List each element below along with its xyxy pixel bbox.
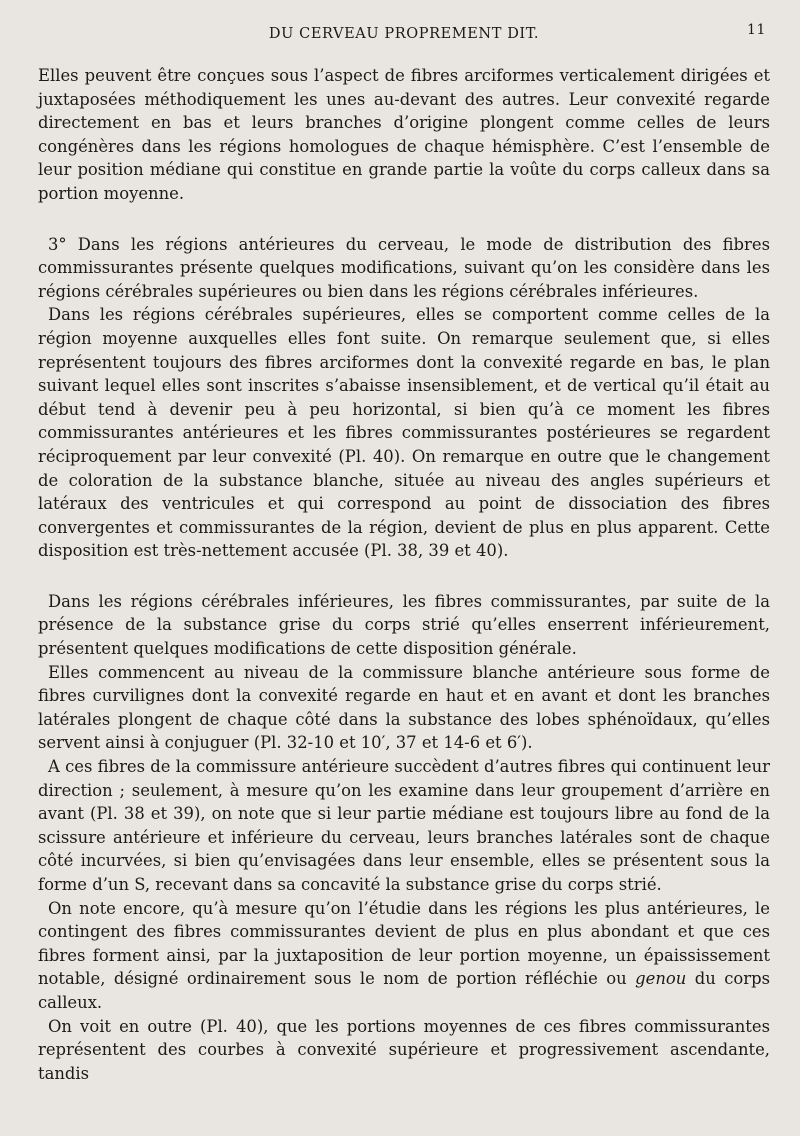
running-title: DU CERVEAU PROPREMENT DIT.: [268, 26, 540, 42]
paragraph-1: Elles peuvent être conçues sous l’aspect de fibres arciformes verticalement dirigées et juxtaposées méthodiquement les unes au-devant des autres. Leur convexité regarde directement en bas et leurs branches d’origine plongent comme celles de leurs congénères dans les régions homologues de chaque hémisphère. C’est l’ensemble de leur position médiane qui constitue en grande partie la voûte du corps calleux dans sa portion moyenne.: [38, 66, 770, 203]
paragraph-3: Dans les régions cérébrales supérieures, elles se comportent comme celles de la région moyenne auxquelles elles font suite. On remarque seulement que, si elles représentent toujours des fibres arciformes dont la convexité regarde en bas, le plan suivant lequel elles sont inscrites s’abaisse insensiblement, et de vertical qu’il était au début tend à devenir peu à peu horizontal, si bien qu’à ce moment les fibres commissurantes antérieures et les fibres commissurantes postérieures se regardent réciproquement par leur convexité (Pl. 40). On remarque en outre que le changement de coloration de la substance blanche, située au niveau des angles supérieurs et latéraux des ventricules et qui correspond au point de dissociation des fibres convergentes et commissurantes de la région, devient de plus en plus apparent. Cette disposition est très-nettement accusée (Pl. 38, 39 et 40).: [38, 305, 770, 561]
page-body: [38, 64, 770, 1085]
page-number: 11: [746, 22, 766, 38]
paragraph-7-text: On note encore, qu’à mesure qu’on l’étudie dans les régions les plus antérieures, le contingent des fibres commissurantes devient de plus en plus abondant et que ces fibres forment ainsi, par la juxtaposition de leur portion moyenne, un épaississement notable, désigné ordinairement sous le nom de portion réfléchie ou: [38, 898, 770, 989]
paragraph-7-end: du corps calleux.: [38, 969, 770, 1012]
paragraph-8: On voit en outre (Pl. 40), que les portions moyennes de ces fibres commissurantes représentent des courbes à convexité supérieure et progressivement ascendante, tandis: [38, 1016, 770, 1083]
paragraph-7: [38, 897, 770, 1015]
paragraph-2: 3° Dans les régions antérieures du cerveau, le mode de distribution des fibres commissurantes présente quelques modifications, suivant qu’on les considère dans les régions cérébrales supérieures ou bien dans les régions cérébrales inférieures.: [38, 234, 770, 301]
paragraph-5: Elles commencent au niveau de la commissure blanche antérieure sous forme de fibres curvilignes dont la convexité regarde en haut et en avant et dont les branches latérales plongent de chaque côté dans la substance des lobes sphénoïdaux, qu’elles servent ainsi à conjuguer (Pl. 32-10 et 10′, 37 et 14-6 et 6′).: [38, 662, 770, 753]
page-header: [38, 22, 770, 52]
italic-term-genou: genou: [635, 969, 687, 989]
paragraph-4: Dans les régions cérébrales inférieures, les fibres commissurantes, par suite de la présence de la substance grise du corps strié qu’elles enserrent inférieurement, présentent quelques modifications de cette disposition générale.: [38, 591, 770, 659]
paragraph-6: A ces fibres de la commissure antérieure succèdent d’autres fibres qui continuent leur direction ; seulement, à mesure qu’on les examine dans leur groupement d’arrière en avant (Pl. 38 et 39), on note que si leur partie médiane est toujours libre au fond de la scissure antérieure et inférieure du cerveau, leurs branches latérales sont de chaque côté incurvées, si bien qu’envisagées dans leur ensemble, elles se présentent sous la forme d’un S, recevant dans sa concavité la substance grise du corps strié.: [38, 757, 770, 894]
